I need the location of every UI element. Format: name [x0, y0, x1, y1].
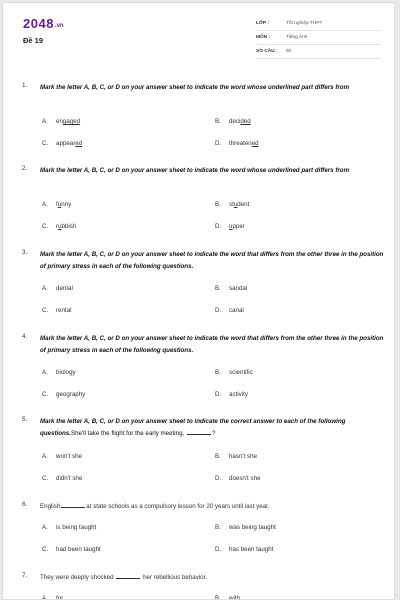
option-text: threaten — [229, 140, 252, 147]
option-text: en — [56, 118, 63, 125]
option-letter: B. — [215, 453, 221, 460]
option-text: nny — [61, 201, 72, 208]
underlined-part: ded — [240, 118, 251, 125]
option-text: hasn't she — [229, 453, 258, 460]
option-text: is being taught — [56, 524, 97, 531]
question-instruction: Mark the letter A, B, C, or D on your answer sheet to indicate the word that differs from the other three in the position of primary stress in each of the following questions. — [40, 251, 384, 270]
question-instruction: Mark the letter A, B, C, or D on your answer sheet to indicate the word that differs from the other three in the position of primary stress in each of the following questions. — [40, 335, 384, 354]
question-stem — [40, 572, 385, 584]
option-letter: B. — [215, 201, 221, 208]
option-text: geography — [56, 391, 86, 398]
option-text: dental — [56, 285, 73, 292]
logo-suffix: .vn — [54, 23, 64, 29]
option-4a[interactable] — [42, 369, 76, 376]
option-letter: D. — [215, 223, 222, 230]
site-logo[interactable] — [23, 15, 83, 31]
option-3c[interactable] — [42, 307, 71, 314]
option-text: dent — [237, 201, 250, 208]
option-text: rental — [56, 307, 72, 314]
logo-text: 2048 — [23, 16, 54, 31]
meta-value: Tốt nghiệp THPT — [286, 21, 323, 26]
exam-page — [2, 2, 395, 600]
option-3a[interactable] — [42, 285, 73, 292]
question-number: 7. — [22, 572, 28, 579]
option-7a[interactable] — [42, 595, 63, 600]
option-7b[interactable] — [215, 595, 240, 600]
question-number: 6. — [22, 501, 28, 508]
question-instruction: Mark the letter A, B, C, or D on your answer sheet to indicate the word whose underlined part differs from — [40, 84, 350, 91]
option-letter: B. — [215, 285, 221, 292]
option-6c[interactable] — [42, 546, 101, 553]
option-text: r — [56, 223, 59, 230]
option-text: doesn't she — [229, 475, 261, 482]
option-letter: B. — [215, 118, 221, 125]
option-4b[interactable] — [215, 369, 253, 376]
option-3d[interactable] — [215, 307, 244, 314]
underlined-part: ed — [75, 140, 83, 147]
option-text: deci — [229, 118, 241, 125]
question-number: 3. — [22, 249, 28, 256]
option-6b[interactable] — [215, 524, 276, 531]
underlined-part: u — [233, 201, 238, 208]
option-letter: D. — [215, 546, 222, 553]
option-text: pper — [232, 223, 245, 230]
option-text: appear — [56, 140, 76, 147]
underlined-part: u — [57, 201, 62, 208]
stem-end: at state schools as a compulsory lesson for 20 years until last year. — [86, 503, 270, 510]
option-text: bbish — [61, 223, 77, 230]
meta-key: MÔN : — [256, 35, 271, 40]
meta-value: Tiếng Anh — [286, 35, 308, 40]
option-letter: C. — [42, 475, 49, 482]
option-text: biology — [56, 369, 76, 376]
option-letter: C. — [42, 546, 49, 553]
option-text: has been taught — [229, 546, 274, 553]
question-number: 1. — [22, 82, 28, 89]
option-4c[interactable] — [42, 391, 85, 398]
question-stem-end: ? — [212, 430, 216, 437]
option-letter: B. — [215, 524, 221, 531]
question-number: 4. — [22, 333, 28, 340]
option-2b[interactable] — [215, 201, 249, 208]
option-text: was being taught — [229, 524, 276, 531]
meta-row-count — [256, 46, 381, 59]
option-letter: B. — [215, 595, 221, 600]
underlined-part: u — [229, 223, 233, 230]
option-letter: C. — [42, 307, 49, 314]
option-6a[interactable] — [42, 524, 96, 531]
option-text: with — [229, 595, 241, 600]
underlined-part: u — [58, 223, 62, 230]
meta-key: SỐ CÂU : — [256, 49, 278, 54]
option-2c[interactable] — [42, 223, 76, 230]
stem-end: her rebellious behavior. — [143, 574, 208, 581]
option-letter: A. — [42, 201, 48, 208]
option-letter: C. — [42, 223, 49, 230]
option-text: won't she — [56, 453, 82, 460]
option-letter: B. — [215, 369, 221, 376]
question-stem: She'll take the flight for the early meeting, — [70, 430, 185, 437]
option-text: had been taught — [56, 546, 101, 553]
meta-row-subject — [256, 32, 381, 45]
option-5a[interactable] — [42, 453, 82, 460]
question-instruction — [40, 416, 385, 440]
option-5c[interactable] — [42, 475, 82, 482]
answer-blank — [61, 501, 85, 508]
option-text: canal — [229, 307, 244, 314]
option-5b[interactable] — [215, 453, 257, 460]
option-5d[interactable] — [215, 475, 260, 482]
instruction-text: Mark the letter A, B, C, or D on your answer sheet to indicate the correct answer to each of the following questions. — [40, 418, 346, 437]
option-letter: C. — [42, 391, 49, 398]
option-letter: A. — [42, 118, 48, 125]
option-letter: D. — [215, 391, 222, 398]
answer-blank — [187, 428, 211, 435]
option-text: activity — [229, 391, 248, 398]
option-text: for — [56, 595, 64, 600]
question-instruction: Mark the letter A, B, C, or D on your answer sheet to indicate the word whose underlined part differs from — [40, 167, 350, 174]
option-1c[interactable] — [42, 140, 82, 147]
option-letter: D. — [215, 140, 222, 147]
option-6d[interactable] — [215, 546, 273, 553]
option-letter: A. — [42, 595, 48, 600]
answer-blank — [116, 572, 140, 579]
underlined-part: ed — [251, 140, 259, 147]
exam-code: Đề 19 — [23, 36, 44, 45]
meta-value: 50 — [286, 49, 292, 54]
option-1a[interactable] — [42, 118, 80, 125]
option-4d[interactable] — [215, 391, 248, 398]
stem-start: They were deeply shocked — [40, 574, 114, 581]
option-letter: D. — [215, 475, 222, 482]
option-letter: A. — [42, 369, 48, 376]
question-number: 2. — [22, 165, 28, 172]
option-text: sandal — [229, 285, 248, 292]
option-3b[interactable] — [215, 285, 247, 292]
underlined-part: gaged — [62, 118, 81, 125]
question-stem — [40, 501, 385, 513]
option-letter: A. — [42, 453, 48, 460]
option-letter: A. — [42, 285, 48, 292]
option-text: st — [229, 201, 234, 208]
option-text: f — [56, 201, 58, 208]
option-text: didn't she — [56, 475, 83, 482]
option-2d[interactable] — [215, 223, 245, 230]
option-1b[interactable] — [215, 118, 251, 125]
option-1d[interactable] — [215, 140, 259, 147]
option-letter: C. — [42, 140, 49, 147]
stem-start: English — [40, 503, 61, 510]
question-number: 5. — [22, 416, 28, 423]
option-text: scientific — [229, 369, 253, 376]
meta-row-class — [256, 18, 381, 31]
option-2a[interactable] — [42, 201, 71, 208]
option-letter: A. — [42, 524, 48, 531]
option-letter: D. — [215, 307, 222, 314]
meta-key: LỚP : — [256, 21, 270, 26]
